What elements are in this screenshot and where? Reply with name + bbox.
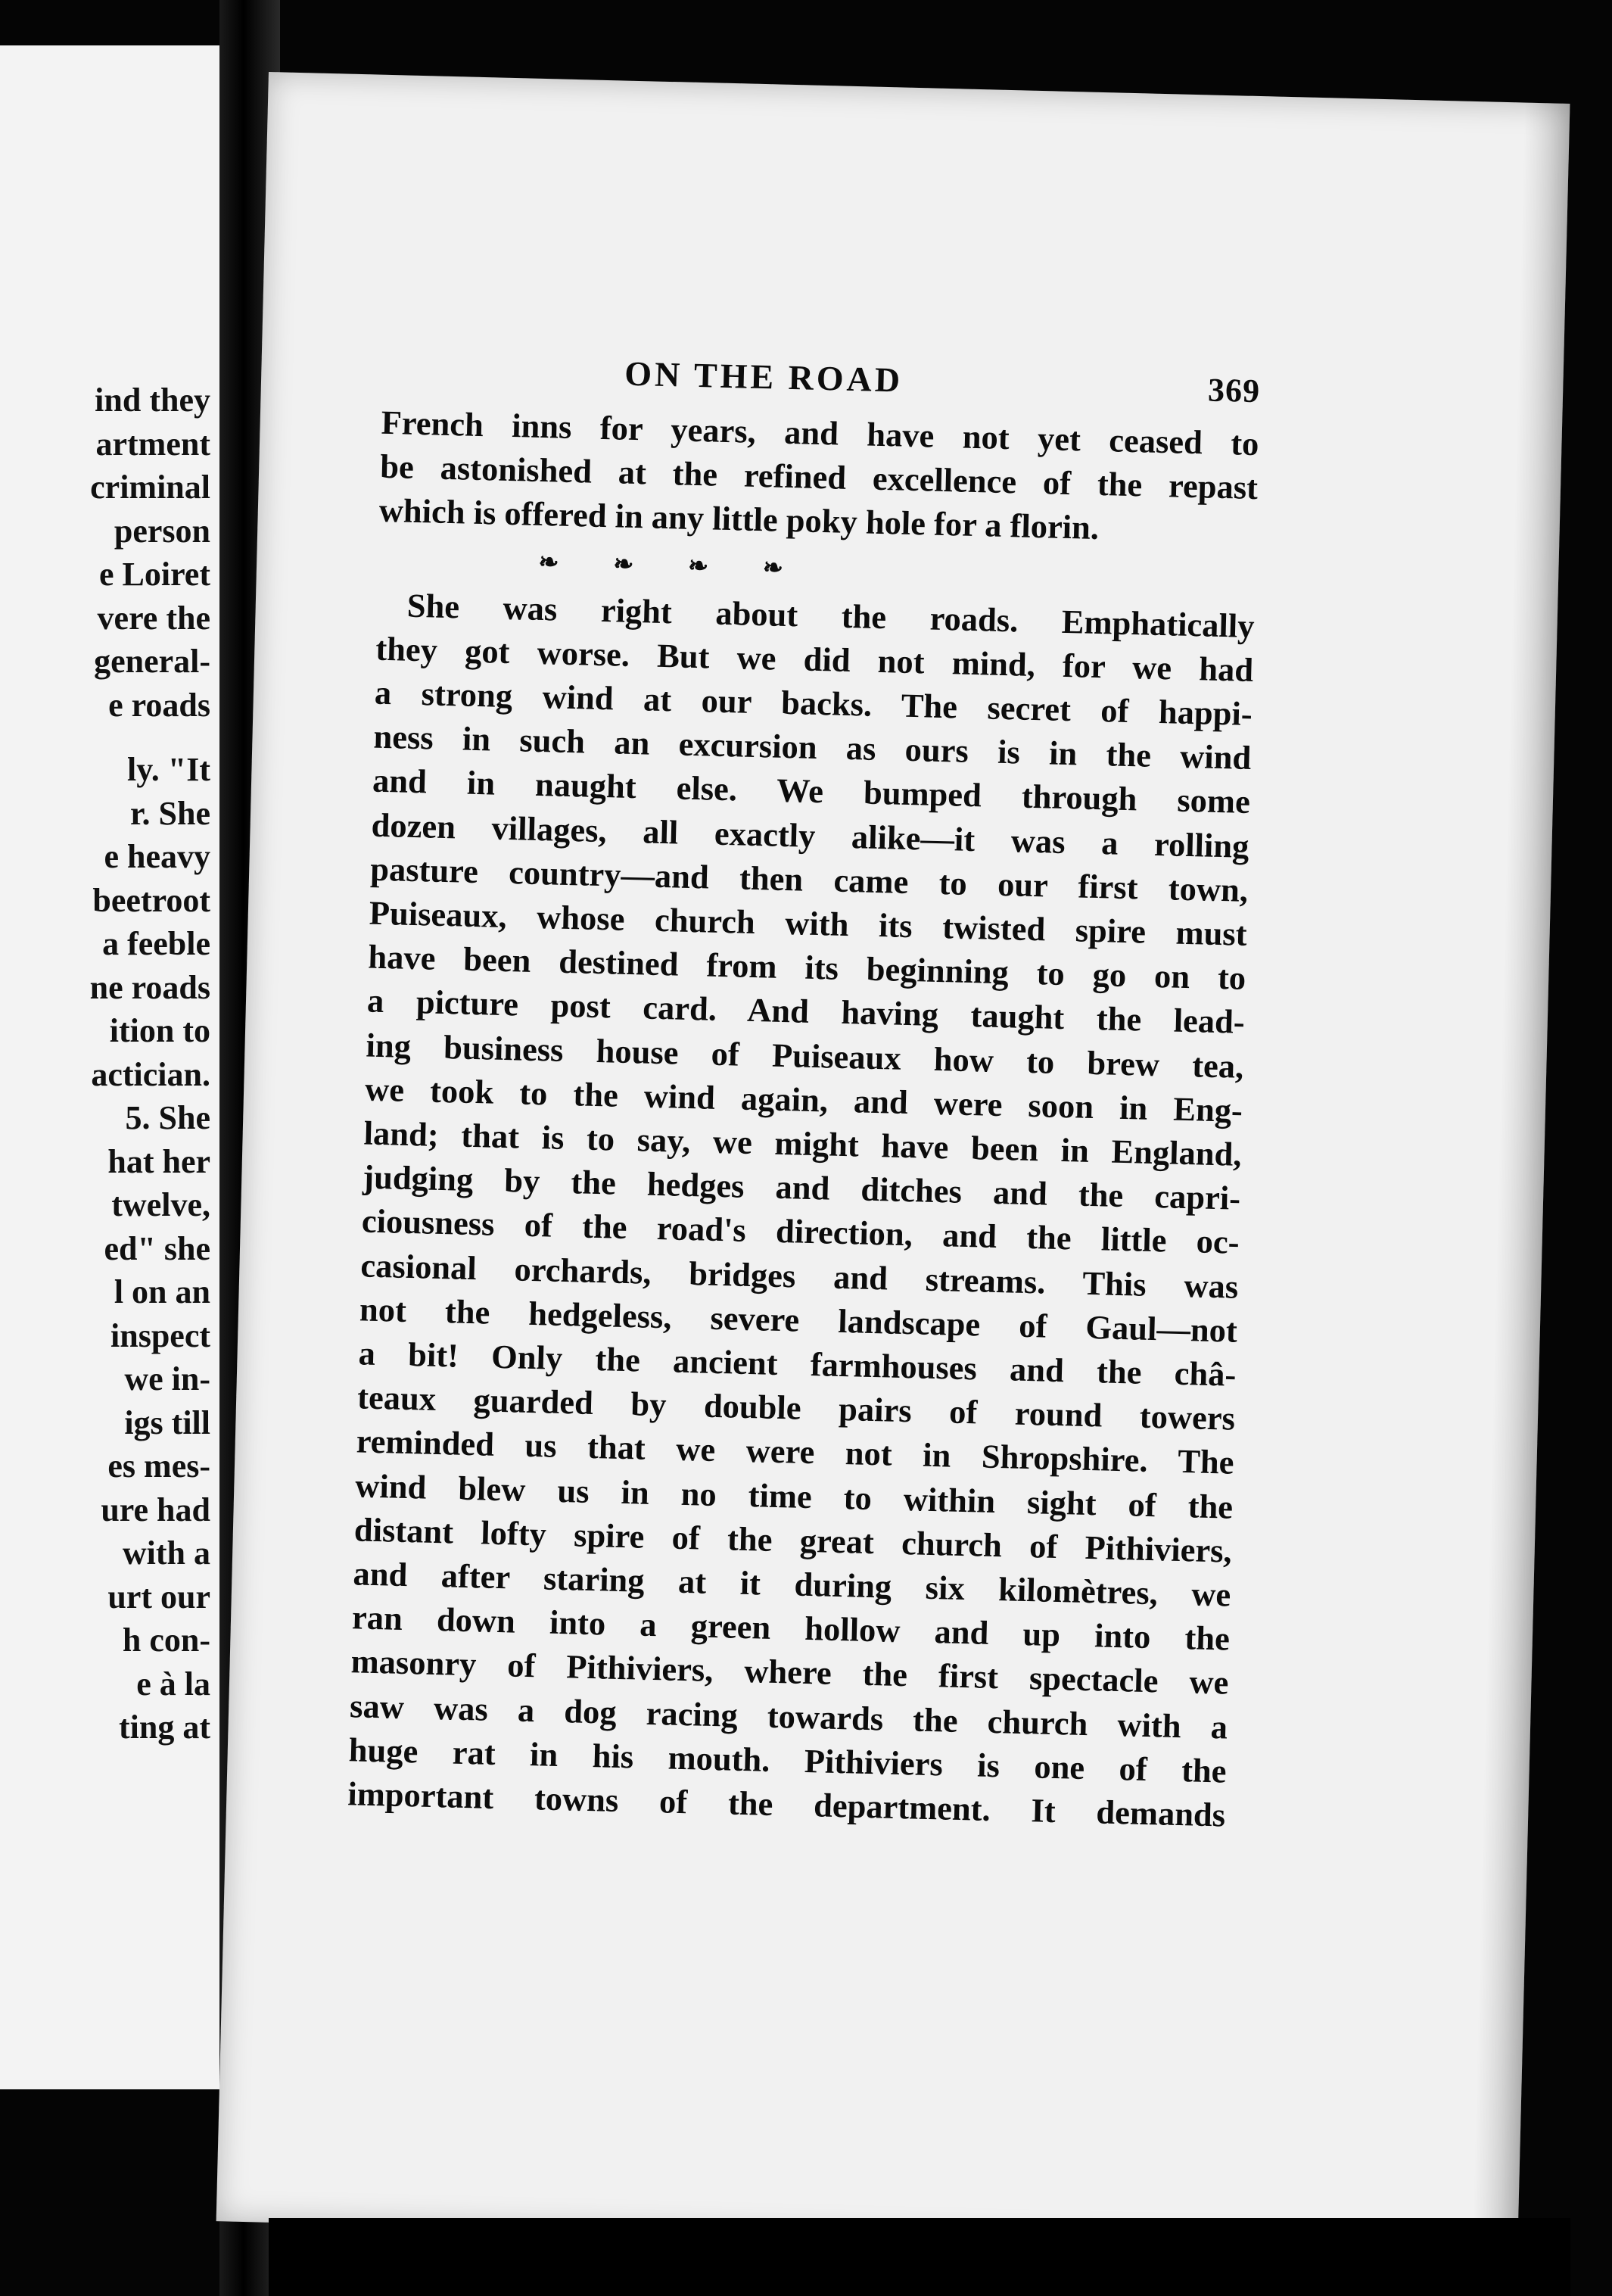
previous-page-line: es mes-: [107, 1447, 210, 1484]
text-line: a strong wind at our backs. The secret of happi-: [374, 673, 1253, 734]
text-line: land; that is to say, we might have been in England,: [363, 1114, 1243, 1173]
previous-page-line: inspect: [110, 1316, 210, 1354]
text-line: have been destined from its beginning to go on to: [367, 937, 1246, 998]
previous-page-line: ly. "It: [127, 751, 210, 788]
text-line: ran down into a green hollow and up into the: [351, 1598, 1231, 1658]
text-line: and in naught else. We bumped through some: [372, 762, 1251, 821]
text-line: be astonished at the refined excellence of the repast: [379, 447, 1259, 507]
line-gap: [0, 727, 210, 748]
section-ornament: ❧ ❧ ❧ ❧: [538, 547, 808, 582]
text-line: casional orchards, bridges and streams. This was: [359, 1246, 1239, 1306]
text-line: a picture post card. And having taught the lead-: [366, 981, 1246, 1042]
previous-page-line: e à la: [136, 1665, 210, 1703]
text-line: they got worse. But we did not mind, for we had: [375, 629, 1254, 689]
previous-page-line: person: [114, 512, 210, 550]
previous-page-line: e Loiret: [98, 556, 210, 593]
text-line: masonry of Pithiviers, where the first spectacle we: [350, 1642, 1229, 1703]
previous-page-line: 5. She: [125, 1099, 210, 1136]
previous-page-line: urt our: [107, 1578, 210, 1615]
text-line: Puiseaux, whose church with its twisted spire must: [369, 893, 1248, 953]
previous-page-line: h con-: [122, 1622, 210, 1659]
previous-page-line: ind they: [95, 382, 210, 419]
text-line: a bit! Only the ancient farmhouses and the châ-: [358, 1334, 1237, 1394]
previous-page-line: r. She: [130, 794, 210, 832]
previous-page-line: ed" she: [104, 1229, 210, 1267]
text-line: reminded us that we were not in Shropshire. The: [356, 1422, 1235, 1482]
previous-page-line: beetroot: [92, 881, 210, 919]
previous-page-line: twelve,: [111, 1186, 210, 1223]
text-line: which is offered in any little poky hole for a florin.: [378, 491, 1100, 547]
previous-page-line: a feeble: [102, 925, 210, 962]
previous-page-line: igs till: [124, 1403, 210, 1441]
paragraph-continued: [378, 400, 1259, 554]
previous-page-line: ting at: [119, 1709, 210, 1746]
page-text-block: [347, 347, 1261, 1837]
page-edge-shadow: [1472, 103, 1570, 2254]
previous-page-line: e heavy: [104, 838, 210, 875]
previous-page-line: criminal: [90, 469, 210, 506]
text-line: ness in such an excursion as ours is in the wind: [372, 717, 1252, 777]
previous-page-line: hat her: [107, 1142, 210, 1180]
current-page: [216, 72, 1570, 2253]
text-line: dozen villages, all exactly alike—it was a rolling: [371, 805, 1250, 865]
text-line: distant lofty spire of the great church of Pithiviers,: [353, 1510, 1233, 1570]
previous-page-line: with a: [122, 1534, 210, 1572]
previous-page-line: vere the: [97, 599, 210, 637]
previous-page-text: [0, 379, 210, 1749]
text-line: She was right about the roads. Emphatically: [406, 586, 1256, 645]
text-line: important towns of the department. It demands: [347, 1774, 1226, 1834]
text-line: teaux guarded by double pairs of round towers: [356, 1378, 1236, 1438]
text-line: ing business house of Puiseaux how to brew tea,: [366, 1026, 1244, 1086]
previous-page-line: e roads: [108, 686, 210, 724]
text-line: wind blew us in no time to within sight of the: [354, 1466, 1234, 1526]
previous-page-line: general-: [94, 643, 210, 680]
scan-bottom-shadow: [269, 2218, 1570, 2296]
previous-page-line: ure had: [101, 1491, 210, 1528]
paragraph-main: [347, 582, 1255, 1837]
text-line: French inns for years, and have not yet ceased to: [381, 403, 1260, 463]
text-line: judging by the hedges and ditches and the capri-: [362, 1157, 1241, 1218]
text-line: pasture country—and then came to our first town,: [369, 849, 1249, 909]
previous-page-line: artment: [95, 425, 210, 463]
text-line: ciousness of the road's direction, and the little oc-: [361, 1201, 1240, 1262]
text-line: and after staring at it during six kilomètres, we: [352, 1554, 1231, 1614]
text-line: saw was a dog racing towards the church with a: [349, 1686, 1228, 1746]
previous-page-line: actician.: [91, 1055, 210, 1093]
page-number: 369: [1207, 371, 1261, 410]
text-line: huge rat in his mouth. Pithiviers is one of the: [348, 1731, 1228, 1790]
previous-page-line: ne roads: [89, 968, 210, 1006]
previous-page-line: l on an: [114, 1273, 210, 1310]
text-line: not the hedgeless, severe landscape of Gaul—not: [359, 1290, 1238, 1350]
running-head-title: ON THE ROAD: [624, 354, 904, 400]
text-line: we took to the wind again, and were soon in Eng-: [364, 1070, 1243, 1129]
previous-page-fragment: [0, 45, 219, 2089]
previous-page-line: ition to: [109, 1012, 210, 1049]
previous-page-line: we in-: [124, 1360, 210, 1397]
